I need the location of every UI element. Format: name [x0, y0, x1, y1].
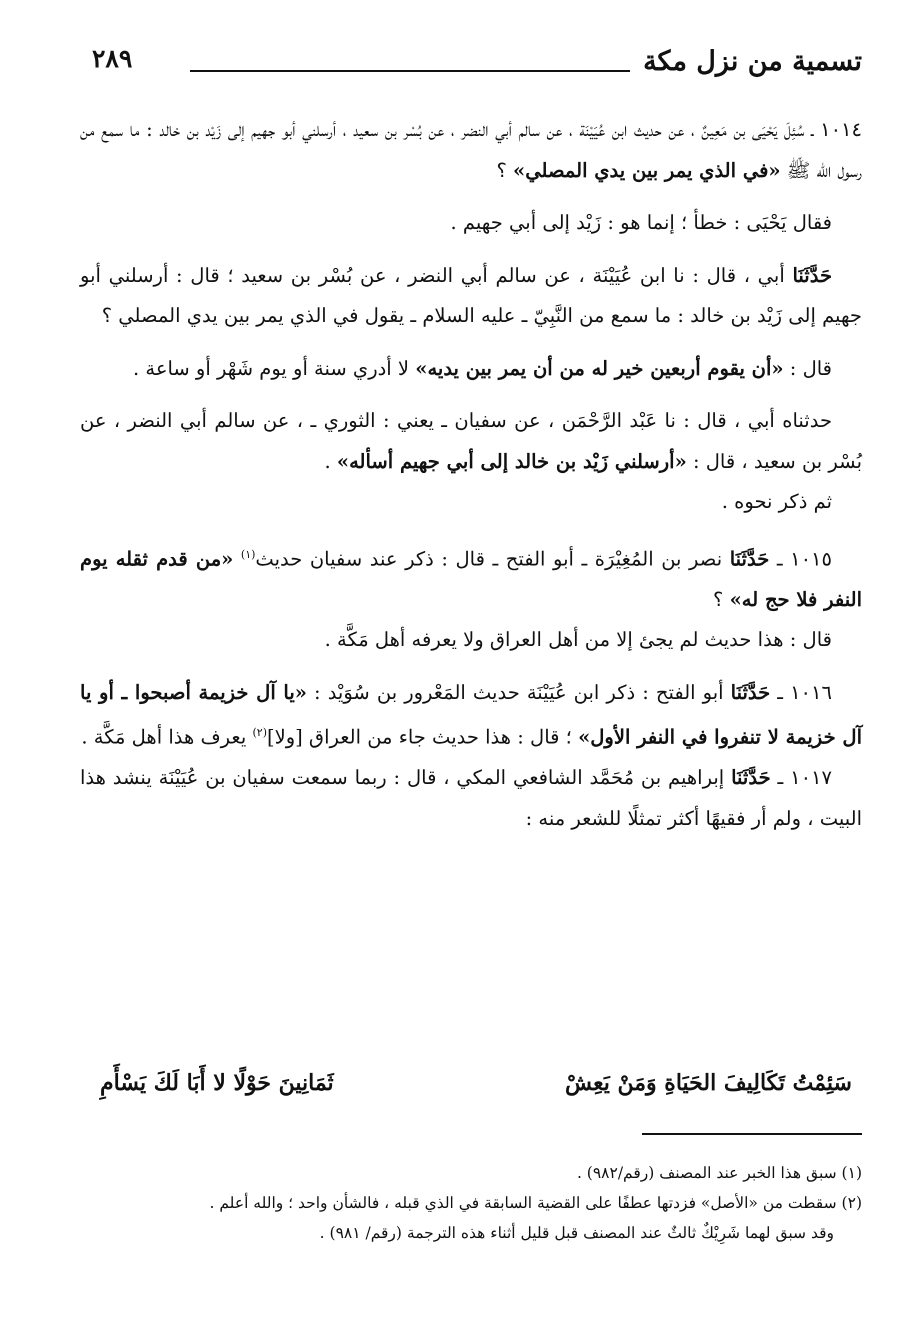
text-segment: أبو الفتح : ذكر ابن عُيَيْنَة حديث المَعْرور بن سُوَيْد : [314, 680, 724, 704]
paragraph-thumma: ثم ذكر نحوه . [721, 490, 832, 513]
hadith-quote: «يا آل خزيمة أصبحوا ـ أو يا آل خزيمة لا تنفروا في النفر الأول» [80, 680, 862, 749]
footnote-1: (١) سبق هذا الخبر عند المصنف (رقم/٩٨٢) . [576, 1164, 862, 1182]
footnote-ref: (٢) [252, 726, 267, 739]
text-segment: لا أدري سنة أو يوم شَهْر أو ساعة . [132, 356, 410, 380]
text-segment: . [324, 449, 331, 473]
isnad-keyword: حَدَّثَنَا [731, 766, 771, 789]
paragraph-qala [80, 349, 862, 390]
text-segment: ؛ قال : هذا حديث جاء من العراق [ولا] [266, 725, 572, 749]
hadith-number: ١٠١٥ ـ [776, 547, 832, 570]
footnotes [70, 1158, 862, 1248]
text-segment: قال : [789, 356, 832, 380]
hadith-quote: «من قدم ثقله يوم النفر فلا حج له» [80, 547, 862, 611]
poetry-verse [100, 1070, 852, 1120]
paragraph-1014 [80, 110, 862, 191]
isnad-keyword: حَدَّثَنَا [792, 263, 832, 287]
text-segment: نصر بن المُغِيْرَة ـ أبو الفتح ـ قال : ذكر عند سفيان حديث [255, 547, 723, 570]
text-segment: ١٠١٤ ـ سُئِلَ يَحْيَى بن مَعِينٌ ، عن حديث ابن عُيَيْنَة ، عن سالم أبي النضر ، عن بُسْر بن سعيد ، أرسلني أبو جهيم إلى زَيْد بن خالد : ما سمع من رسول الله ﷺ [80, 118, 862, 182]
verse-hemistich-first: سَئِمْتُ تَكَالِيفَ الحَيَاةِ وَمَنْ يَعِشْ [565, 1070, 852, 1096]
body-text [80, 110, 862, 851]
paragraph-1015-qala: قال : هذا حديث لم يجئ إلا من أهل العراق ولا يعرفه أهل مَكَّة . [324, 628, 832, 651]
isnad-keyword: حَدَّثَنَا [729, 547, 770, 570]
text-segment: ؟ [496, 158, 507, 182]
text-segment: حدثناه أبي ، قال : نا عَبْد الرَّحْمَن ، عن سفيان ـ يعني : الثوري ـ ، عن سالم أبي النضر ، عن بُسْر بن سعيد ، قال : [80, 409, 862, 473]
hadith-number: ١٠١٧ ـ [777, 766, 833, 789]
text-segment: إبراهيم بن مُحَمَّد الشافعي المكي ، قال : ربما سمعت سفيان بن عُيَيْنَة ينشد هذا البيت ، ولم أر فقيهًا أكثر تمثلًا للشعر منه : [80, 766, 862, 830]
text-segment: أبي ، قال : نا ابن عُيَيْنَة ، عن سالم أبي النضر ، عن بُسْر بن سعيد ؛ قال : أرسلني أبو جهيم إلى زَيْد بن خالد : ما سمع من النَّبِيّ ـ عليه السلام ـ يقول في الذي يمر بين يدي المصلي ؟ [80, 263, 862, 327]
footnote-rule [642, 1133, 862, 1135]
footnote-2: (٢) سقطت من «الأصل» فزدتها عطفًا على القضية السابقة في الذي قبله ، فالشأن واحد ؛ والله أعلم . [209, 1194, 862, 1212]
page-number: ٢٨٩ [92, 44, 133, 73]
footnote-2-continuation: وقد سبق لهما شَرِيْكٌ ثالثٌ عند المصنف قبل قليل أثناء هذه الترجمة (رقم/ ٩٨١) . [319, 1224, 834, 1242]
paragraph-1017 [80, 758, 862, 839]
text-segment: ؟ [713, 587, 724, 611]
running-title: تسمية من نزل مكة [643, 46, 862, 77]
hadith-quote: «أن يقوم أربعين خير له من أن يمر بين يديه» [415, 356, 784, 380]
text-segment: يعرف هذا أهل مَكَّة . [81, 725, 247, 749]
paragraph-1016 [80, 673, 862, 759]
header-rule [190, 70, 630, 72]
paragraph-haddathanahu [80, 401, 862, 482]
footnote-ref: (١) [240, 547, 256, 561]
hadith-number: ١٠١٦ ـ [777, 680, 832, 704]
paragraph-haddathana [80, 256, 862, 337]
paragraph-1015 [80, 535, 862, 621]
paragraph-yahya: فقال يَحْيَى : خطأ ؛ إنما هو : زَيْد إلى أبي جهيم . [450, 211, 832, 234]
verse-hemistich-second: ثَمَانِينَ حَوْلًا لا أَبَا لَكَ يَسْأَمِ [100, 1070, 334, 1096]
hadith-quote: «أرسلني زَيْد بن خالد إلى أبي جهيم أسأله» [336, 449, 687, 473]
isnad-keyword: حَدَّثَنَا [730, 680, 771, 704]
hadith-quote: «في الذي يمر بين يدي المصلي» [513, 158, 781, 182]
page-header [80, 38, 862, 88]
